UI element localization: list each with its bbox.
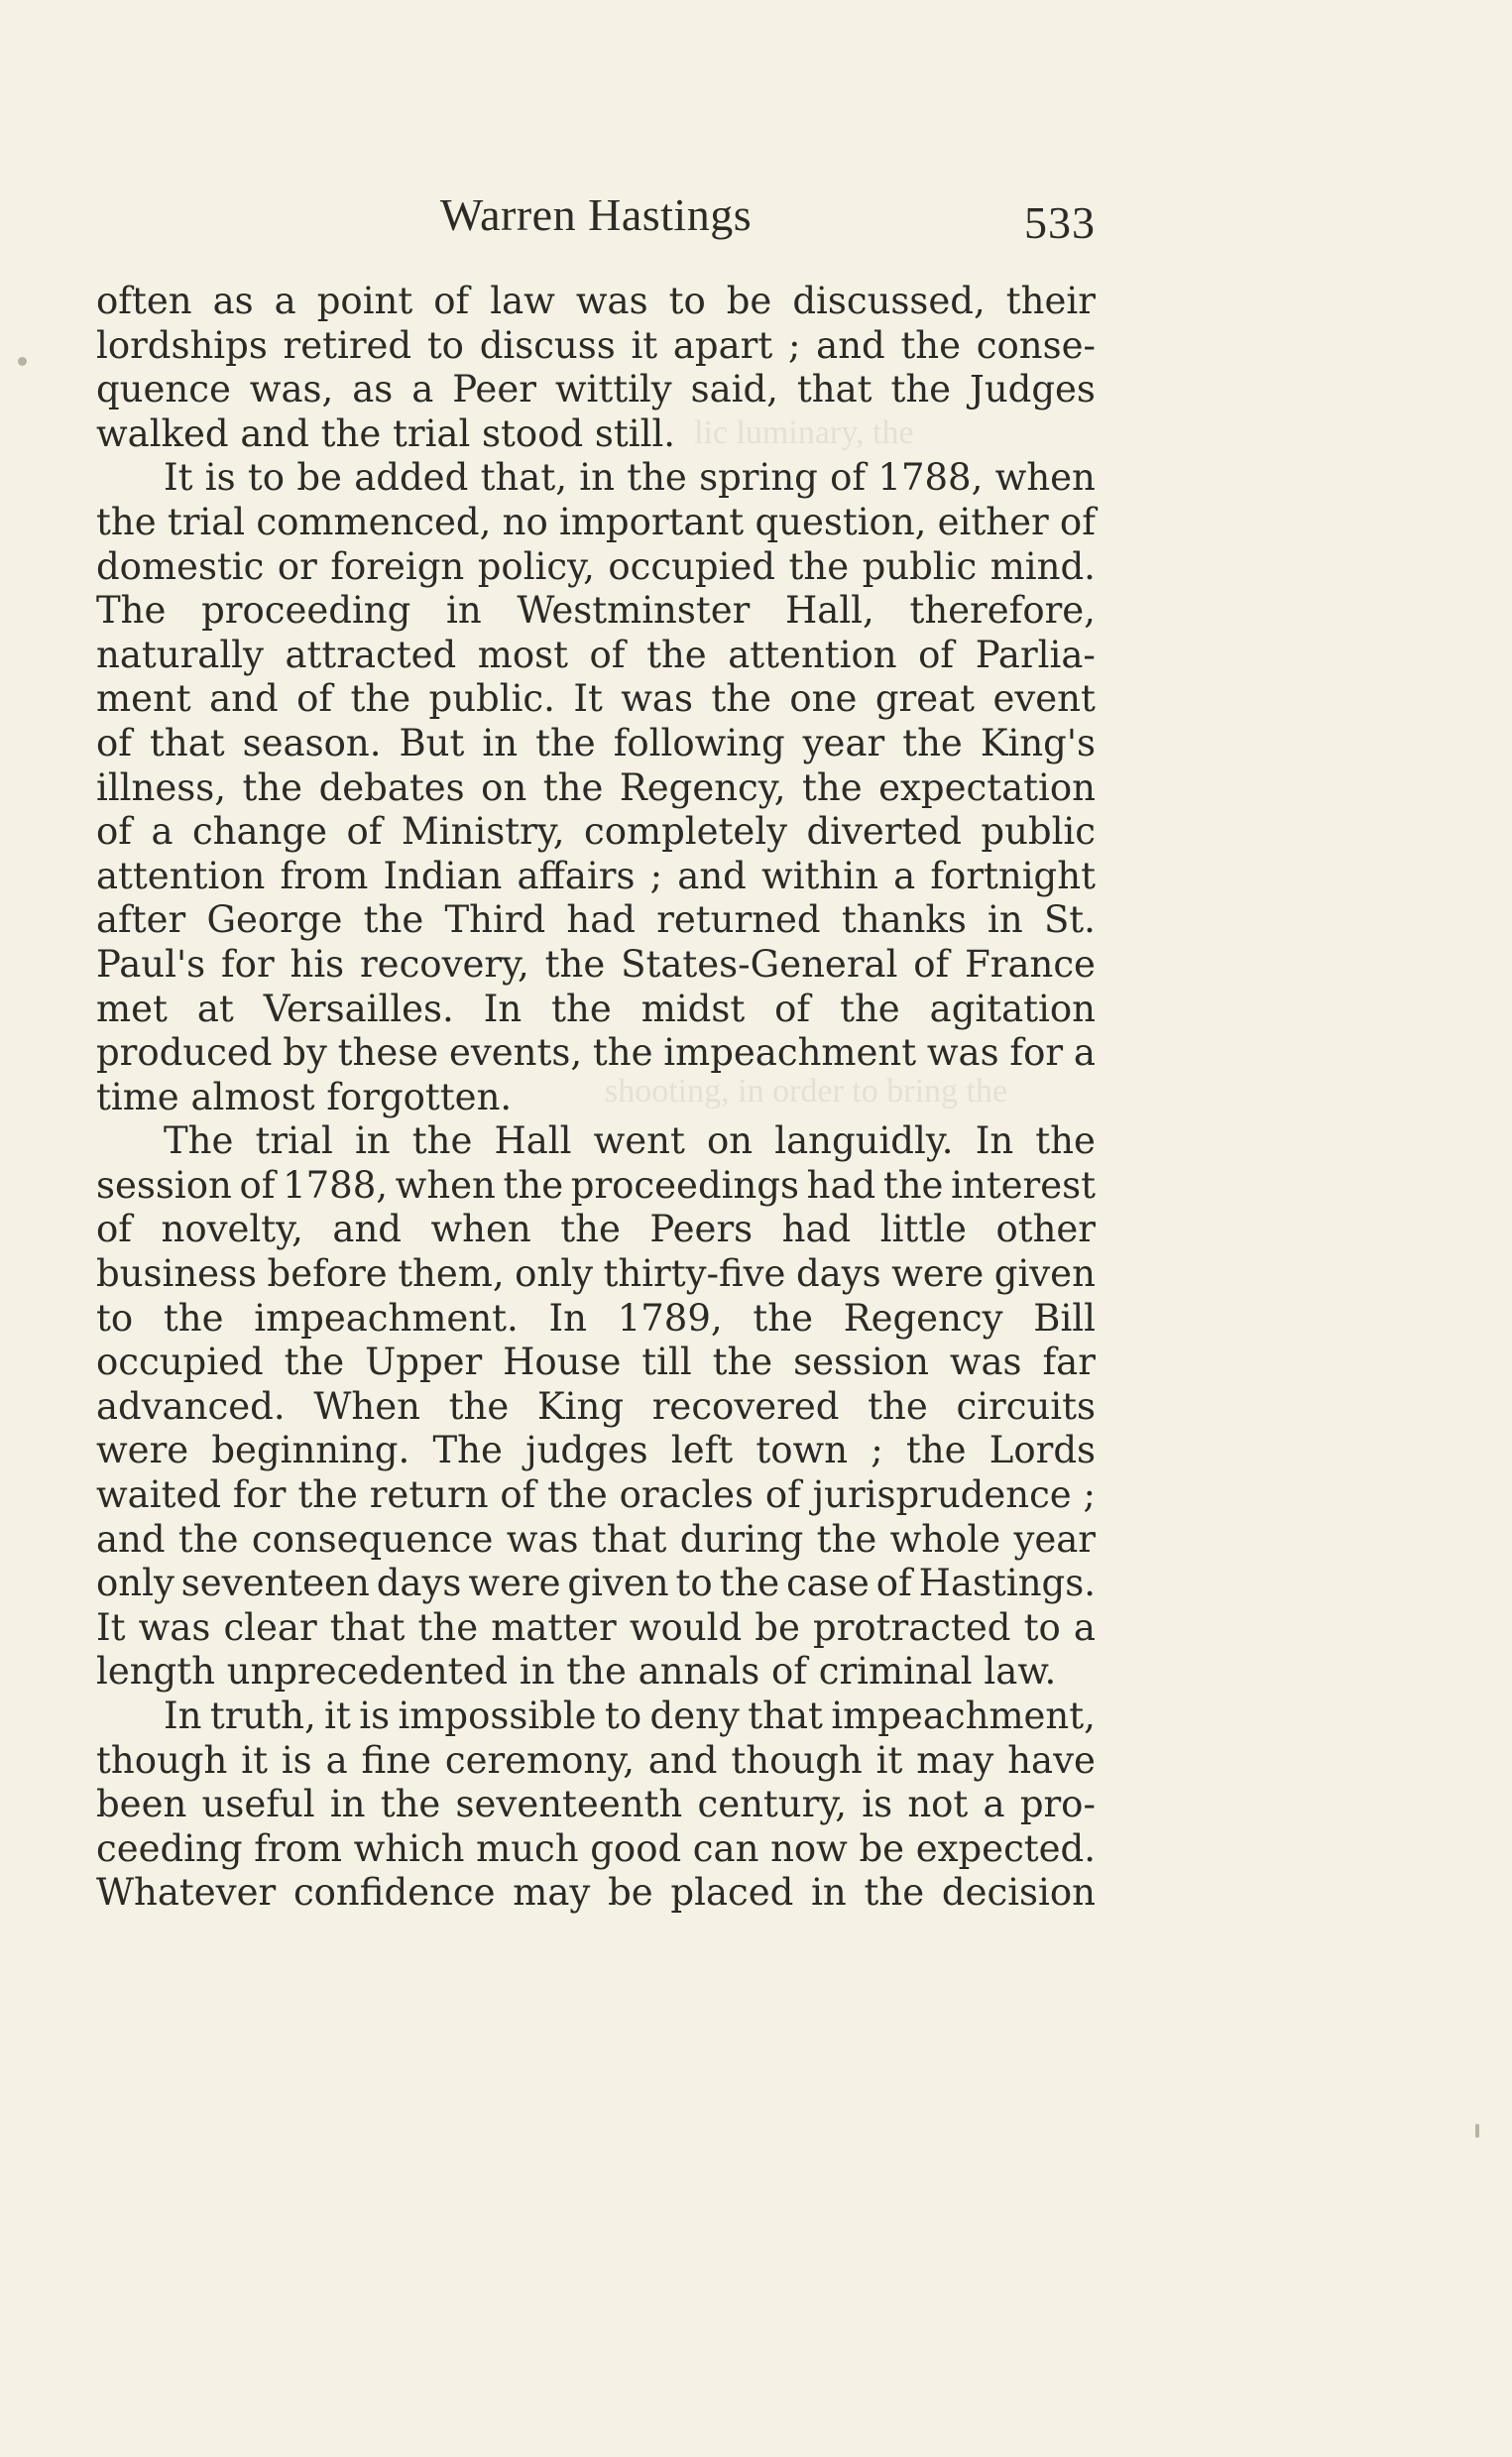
- running-head: [96, 188, 1096, 248]
- text-line: of novelty, and when the Peers had little other: [96, 1208, 1096, 1251]
- text-line: though it is a fine ceremony, and though it may have: [96, 1738, 1096, 1782]
- text-line: session of 1788, when the proceedings had the interest: [96, 1163, 1096, 1207]
- text-line: been useful in the seventeenth century, is not a pro-: [96, 1783, 1096, 1826]
- text-line: naturally attracted most of the attention of Parlia-: [96, 633, 1096, 676]
- text-line: often as a point of law was to be discussed, their: [96, 280, 1096, 322]
- text-line: quence was, as a Peer wittily said, that the Judges: [96, 368, 1096, 411]
- text-line: after George the Third had returned thanks in St.: [96, 898, 1096, 942]
- text-line: It is to be added that, in the spring of 1788, when: [164, 456, 1096, 500]
- text-line: occupied the Upper House till the session was far: [96, 1341, 1096, 1384]
- text-line: ceeding from which much good can now be expected.: [96, 1826, 1096, 1870]
- page-number: 533: [1024, 197, 1096, 248]
- text-line: waited for the return of the oracles of jurisprudence ;: [96, 1473, 1096, 1517]
- text-line: advanced. When the King recovered the circuits: [96, 1384, 1096, 1428]
- show-through-text: shooting, in order to bring the: [605, 1073, 1008, 1110]
- text-line: length unprecedented in the annals of criminal law.: [96, 1650, 1057, 1694]
- text-line: lordships retired to discuss it apart ; and the conse-: [96, 323, 1096, 367]
- text-line: to the impeachment. In 1789, the Regency Bill: [96, 1296, 1096, 1340]
- running-title: Warren Hastings: [439, 189, 753, 240]
- text-line: It was clear that the matter would be protracted to a: [96, 1605, 1096, 1649]
- text-line: business before them, only thirty-five days were given: [96, 1252, 1096, 1296]
- text-line: only seventeen days were given to the case of Hastings.: [96, 1562, 1096, 1605]
- text-line: the trial commenced, no important question, either of: [96, 500, 1096, 543]
- text-line: produced by these events, the impeachment was for a: [96, 1031, 1096, 1075]
- text-line: and the consequence was that during the whole year: [96, 1517, 1096, 1561]
- text-line: Paul's for his recovery, the States-General of France: [96, 942, 1096, 986]
- text-line: domestic or foreign policy, occupied the public mind.: [96, 544, 1096, 588]
- text-line: time almost forgotten.: [96, 1075, 513, 1118]
- text-line: were beginning. The judges left town ; the Lords: [96, 1429, 1096, 1472]
- paper-speck: [1475, 2124, 1479, 2138]
- paper-speck: [18, 357, 27, 366]
- text-line: attention from Indian affairs ; and within a fortnight: [96, 854, 1096, 897]
- text-line: Whatever confidence may be placed in the decision: [96, 1871, 1096, 1915]
- text-line: of that season. But in the following year the King's: [96, 721, 1096, 764]
- text-line: The trial in the Hall went on languidly. In the: [164, 1119, 1096, 1163]
- show-through-text: lic luminary, the: [694, 414, 914, 451]
- text-line: The proceeding in Westminster Hall, therefore,: [96, 589, 1096, 633]
- text-line: In truth, it is impossible to deny that impeachment,: [164, 1695, 1096, 1737]
- text-line: of a change of Ministry, completely diverted public: [96, 810, 1096, 854]
- text-line: walked and the trial stood still.: [96, 411, 676, 455]
- text-line: ment and of the public. It was the one great event: [96, 677, 1096, 721]
- text-line: illness, the debates on the Regency, the expectation: [96, 765, 1096, 809]
- text-line: met at Versailles. In the midst of the agitation: [96, 987, 1096, 1030]
